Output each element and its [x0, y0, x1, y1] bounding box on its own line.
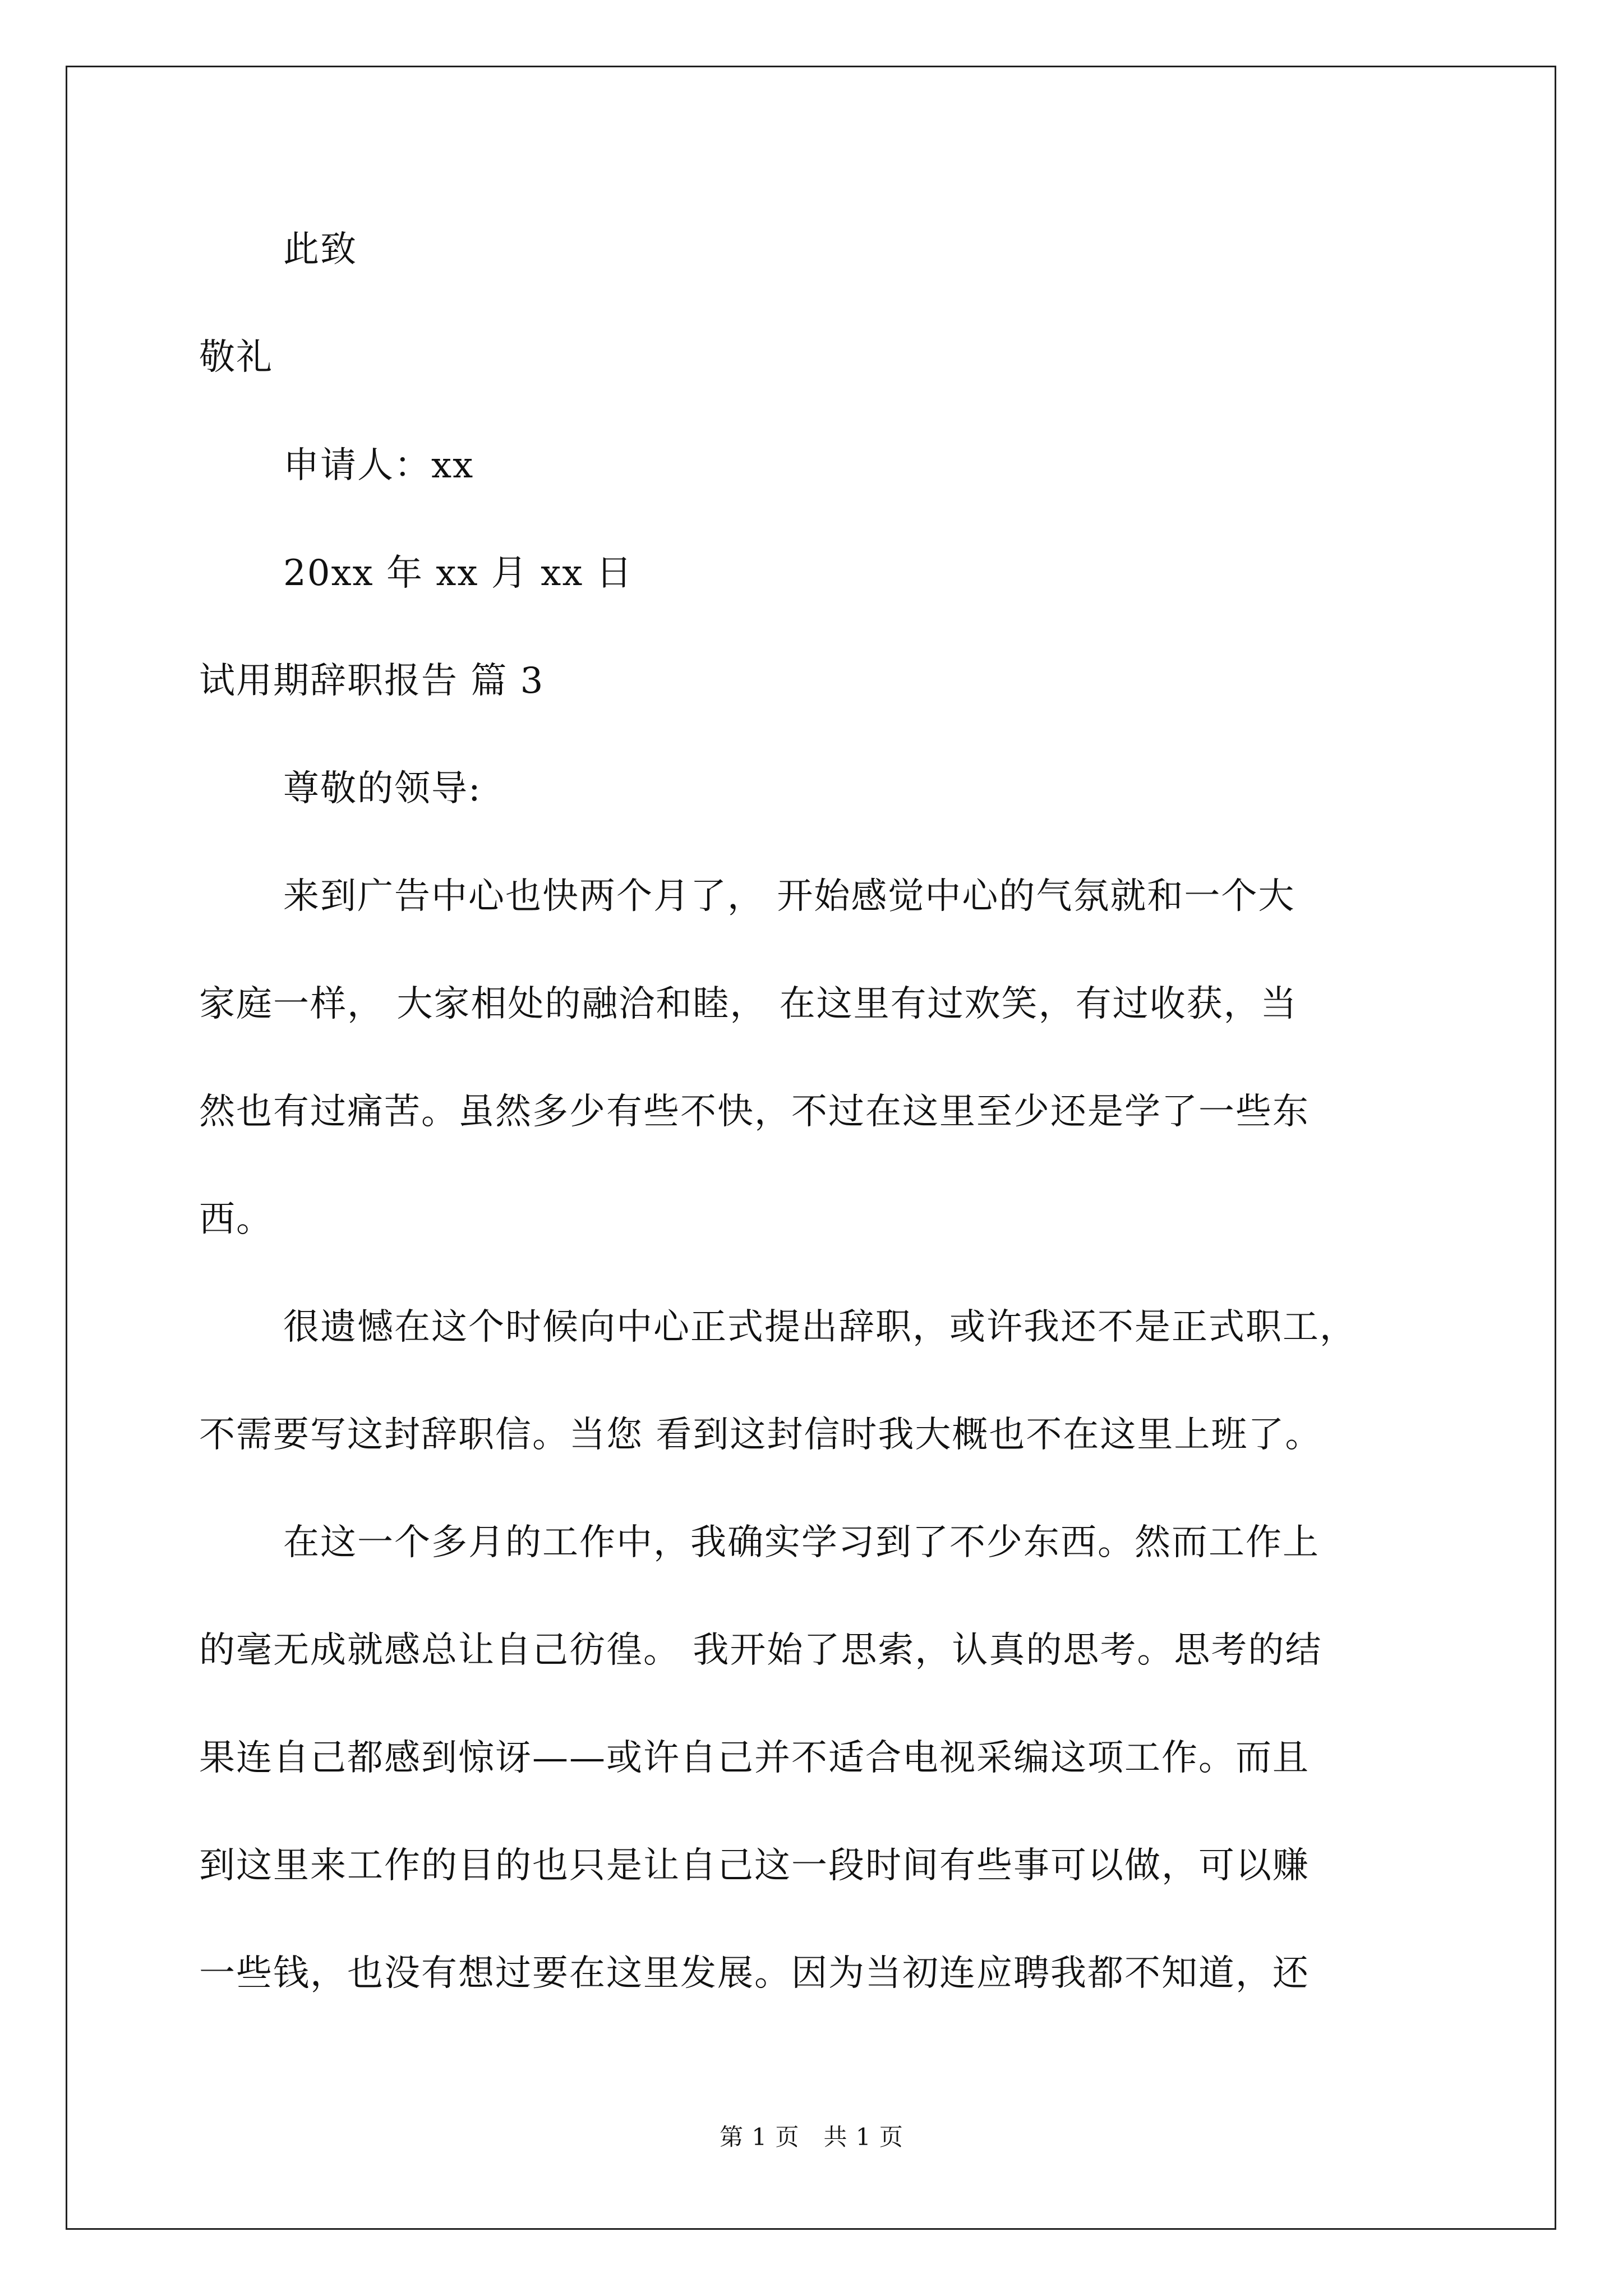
page-footer: 第 1 页 共 1 页 [720, 2123, 903, 2151]
paragraph-line: 果连自己都感到惊讶——或许自己并不适合电视采编这项工作。而且 [199, 1737, 1310, 1779]
signature-date: 20xx 年 xx 月 xx 日 [283, 553, 633, 594]
paragraph-line: 很遗憾在这个时候向中心正式提出辞职，或许我还不是正式职工， [283, 1306, 1357, 1348]
page-border [66, 66, 1556, 2230]
applicant-signature: 申请人：xx [283, 445, 474, 486]
paragraph-line: 一些钱，也没有想过要在这里发展。因为当初连应聘我都不知道，还 [199, 1953, 1310, 1994]
letter-greeting: 尊敬的领导: [283, 768, 482, 809]
closing-regards: 敬礼 [199, 337, 273, 378]
paragraph-line: 在这一个多月的工作中，我确实学习到了不少东西。然而工作上 [283, 1522, 1320, 1563]
paragraph-line: 西。 [199, 1199, 273, 1240]
section-title: 试用期辞职报告 篇 3 [199, 660, 545, 702]
paragraph-line: 来到广告中心也快两个月了， 开始感觉中心的气氛就和一个大 [283, 876, 1295, 917]
paragraph-line: 不需要写这封辞职信。当您 看到这封信时我大概也不在这里上班了。 [199, 1414, 1322, 1456]
paragraph-line: 的毫无成就感总让自己彷徨。 我开始了思索，认真的思考。思考的结 [199, 1630, 1322, 1671]
closing-salutation: 此致 [283, 229, 357, 270]
paragraph-line: 然也有过痛苦。虽然多少有些不快，不过在这里至少还是学了一些东 [199, 1091, 1310, 1133]
paragraph-line: 家庭一样， 大家相处的融洽和睦， 在这里有过欢笑，有过收获，当 [199, 983, 1298, 1025]
paragraph-line: 到这里来工作的目的也只是让自己这一段时间有些事可以做，可以赚 [199, 1845, 1310, 1887]
